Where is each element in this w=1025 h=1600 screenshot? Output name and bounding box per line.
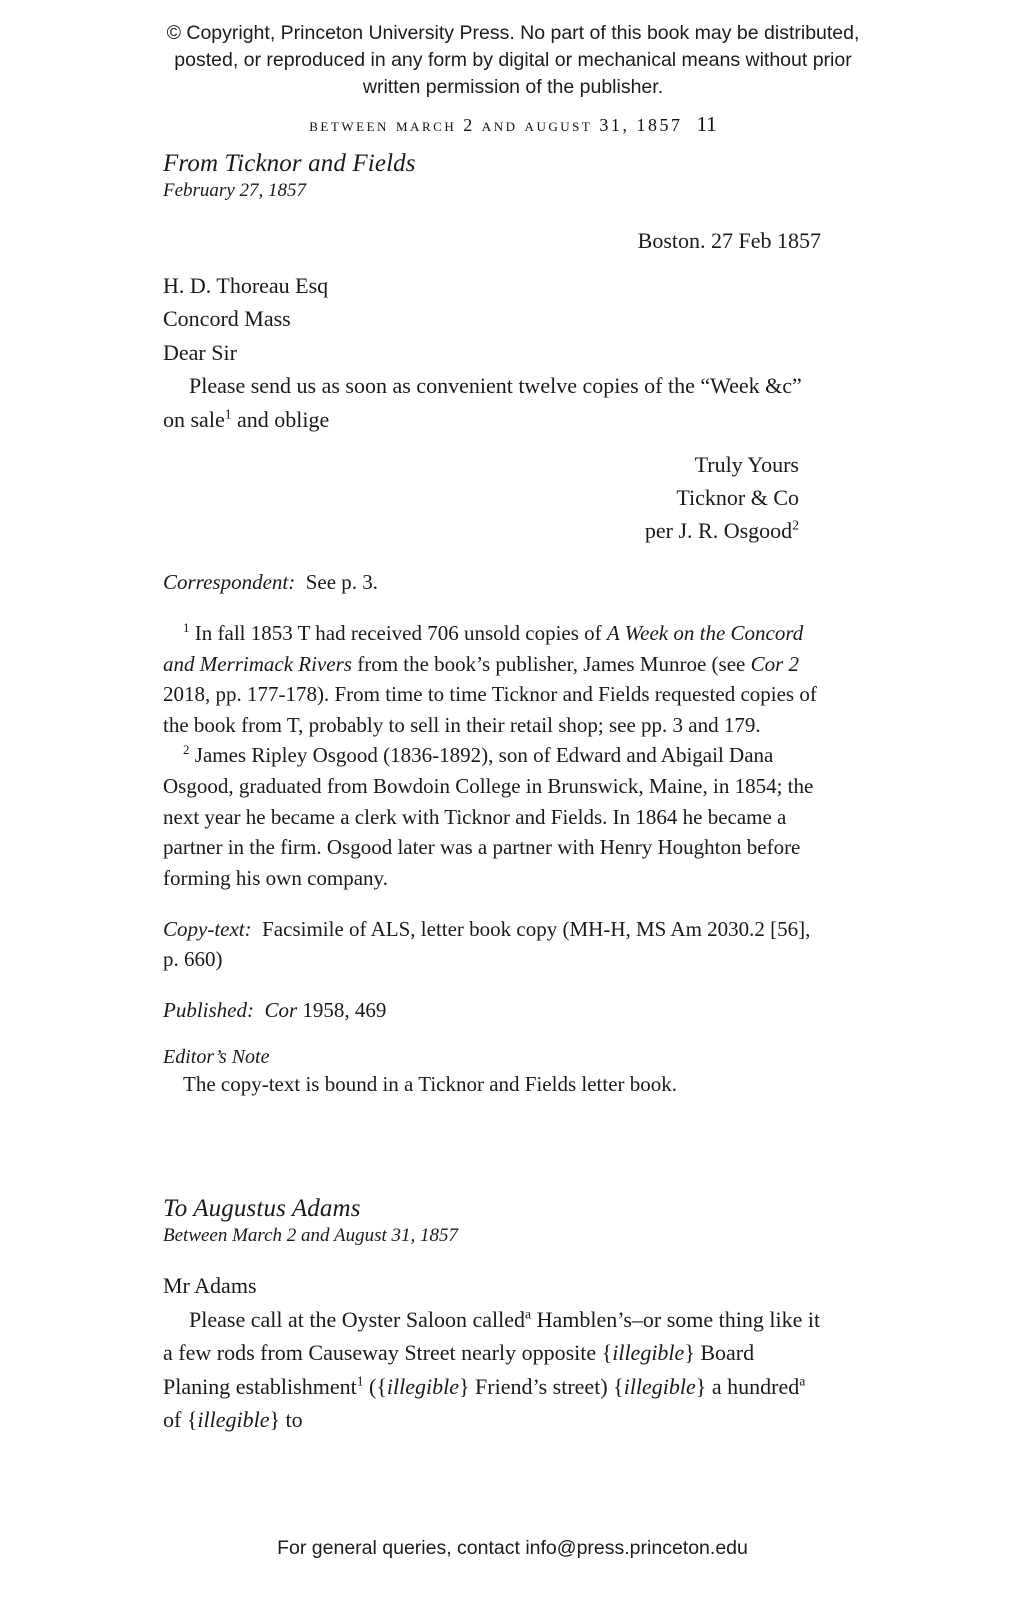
letter-address-line-2: Concord Mass <box>163 306 291 332</box>
copytext-label: Copy-text: <box>163 916 252 941</box>
page-footer: For general queries, contact info@press.princeton.edu <box>277 1537 748 1559</box>
signature-line-2: Ticknor & Co <box>676 485 799 511</box>
footnote-2-marker: 2 <box>183 742 190 758</box>
signature-line-3 <box>163 514 821 547</box>
letter-body-paragraph <box>163 369 821 436</box>
copytext-value: Facsimile of ALS, letter book copy (MH-H, MS Am 2030.2 [56], p. 660) <box>163 916 811 972</box>
editors-note-text: The copy-text is bound in a Ticknor and Fields letter book. <box>183 1071 678 1096</box>
letter-entry-2 <box>163 1195 821 1436</box>
published-value: Cor 1958, 469 <box>264 998 387 1023</box>
letter-body-text: Please send us as soon as convenient twelve copies of the “Week &c” on sale <box>163 373 802 432</box>
footnote-2-text: James Ripley Osgood (1836-1892), son of Edward and Abigail Dana Osgood, graduated from Bowdoin College in Brunswick, Maine, in 1854; the next year he became a clerk with Ticknor and Fields. In 1864 he became a partner in the firm. Osgood later was a partner with Henry Houghton before forming his own company. <box>163 743 814 891</box>
editors-note-label: Editor’s Note <box>163 1045 270 1068</box>
letter-date: February 27, 1857 <box>163 180 307 201</box>
correspondent-value: See p. 3. <box>305 570 379 595</box>
copytext-field <box>163 914 821 975</box>
footnote-2 <box>163 740 821 893</box>
letter-address-line-1: Mr Adams <box>163 1273 257 1299</box>
published-label: Published: <box>163 998 254 1023</box>
footnote-ref-2: 2 <box>792 517 799 533</box>
footnote-1-text: In fall 1853 T had received 706 unsold copies of A Week on the Concord and Merrimack Rivers from the book’s publisher, James Munroe (see Cor 2 2018, pp. 177-178). From time to time Ticknor and Fields requested copies of the book from T, probably to sell in their retail shop; see pp. 3 and 179. <box>163 620 817 737</box>
correspondent-label: Correspondent: <box>163 570 296 595</box>
letter-title: To Augustus Adams <box>163 1195 361 1223</box>
footnote-1-marker: 1 <box>183 619 190 635</box>
letter-date: Between March 2 and August 31, 1857 <box>163 1225 458 1247</box>
correspondent-field <box>163 567 821 598</box>
letter-body-tail: and oblige <box>231 406 330 432</box>
letter-title: From Ticknor and Fields <box>163 150 416 177</box>
running-head <box>163 112 863 137</box>
signature-line-1: Truly Yours <box>694 452 799 478</box>
published-field <box>163 995 821 1026</box>
footnote-ref-1: 1 <box>224 406 232 422</box>
page-folio: 11 <box>696 112 717 136</box>
copyright-notice: © Copyright, Princeton University Press. No part of this book may be distributed, posted, or reproduced in any form by digital or mechanical means without prior written permission of the publisher. <box>166 22 860 98</box>
running-head-text: between march 2 and august 31, 1857 <box>309 115 683 135</box>
footnote-1 <box>163 618 821 741</box>
letter-body-paragraph: Please call at the Oyster Saloon called$^a$ Hamblen’s–or some thing like it a few rods from Causeway Street nearly opposite {illegible} Board Planing establishment$^1$ ({illegible} Friend’s street) {illegible} a hundred$^a$ of {illegible} to <box>163 1306 821 1433</box>
letter-place-date: Boston. 27 Feb 1857 <box>637 228 821 253</box>
letter-address-line-1: H. D. Thoreau Esq <box>163 273 329 298</box>
letter-salutation: Dear Sir <box>163 339 237 365</box>
body-column <box>163 150 821 1437</box>
letter-entry-1 <box>163 150 821 1099</box>
signature-line-3-text: per J. R. Osgood <box>644 518 793 544</box>
